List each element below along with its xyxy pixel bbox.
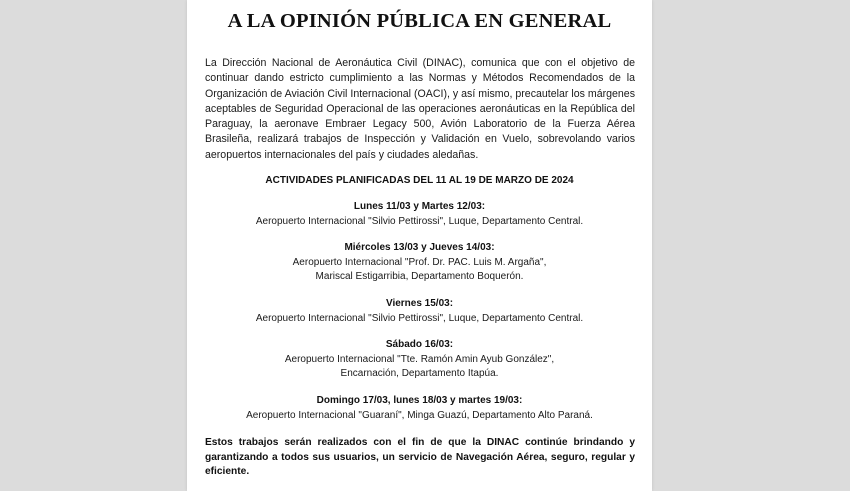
activities-heading: ACTIVIDADES PLANIFICADAS DEL 11 AL 19 DE MARZO DE 2024: [265, 175, 574, 186]
intro-paragraph: La Dirección Nacional de Aeronáutica Civil (DINAC), comunica que con el objetivo de continuar dando estricto cumplimiento a las Normas y Métodos Recomendados de la Organización de Aviación Civil Internacional (OACI), y así mismo, precautelar los márgenes aceptables de Seguridad Operacional de las operaciones aeronáuticas en la República del Paraguay, la aeronave Embraer Legacy 500, Avión Laboratorio de la Fuerza Aérea Brasileña, realizará trabajos de Inspección y Validación en Vuelo, sobrevolando varios aeropuertos internacionales del país y ciudades aledañas.: [205, 57, 635, 161]
document-page: [187, 0, 652, 491]
schedule-location: Aeropuerto Internacional "Guaraní", Minga Guazú, Departamento Alto Paraná.: [246, 409, 593, 421]
schedule-item: [187, 200, 652, 229]
schedule-location-cont: Mariscal Estigarribia, Departamento Boquerón.: [315, 271, 524, 282]
schedule-day: Sábado 16/03:: [385, 339, 454, 350]
schedule-day: Miércoles 13/03 y Jueves 14/03:: [344, 242, 495, 253]
schedule-location: Aeropuerto Internacional "Silvio Pettirossi", Luque, Departamento Central.: [255, 215, 584, 227]
schedule-location: Aeropuerto Internacional "Tte. Ramón Amin Ayub González",: [284, 353, 555, 365]
schedule-item: [187, 297, 652, 326]
schedule-item: [187, 338, 652, 382]
schedule-day: Lunes 11/03 y Martes 12/03:: [353, 201, 486, 212]
schedule-location-cont: Encarnación, Departamento Itapúa.: [340, 368, 499, 379]
schedule-item: [187, 241, 652, 285]
schedule-item: [187, 394, 652, 423]
schedule-day: Domingo 17/03, lunes 18/03 y martes 19/03:: [316, 395, 523, 406]
schedule-location: Aeropuerto Internacional "Prof. Dr. PAC. Luis M. Argaña",: [292, 256, 547, 268]
schedule-day: Viernes 15/03:: [385, 298, 454, 309]
closing-paragraph: Estos trabajos serán realizados con el fin de que la DINAC continúe brindando y garantizando a todos sus usuarios, un servicio de Navegación Aérea, seguro, regular y eficiente.: [205, 437, 635, 477]
schedule-location: Aeropuerto Internacional "Silvio Pettirossi", Luque, Departamento Central.: [255, 312, 584, 324]
document-title: A LA OPINIÓN PÚBLICA EN GENERAL: [227, 10, 612, 32]
